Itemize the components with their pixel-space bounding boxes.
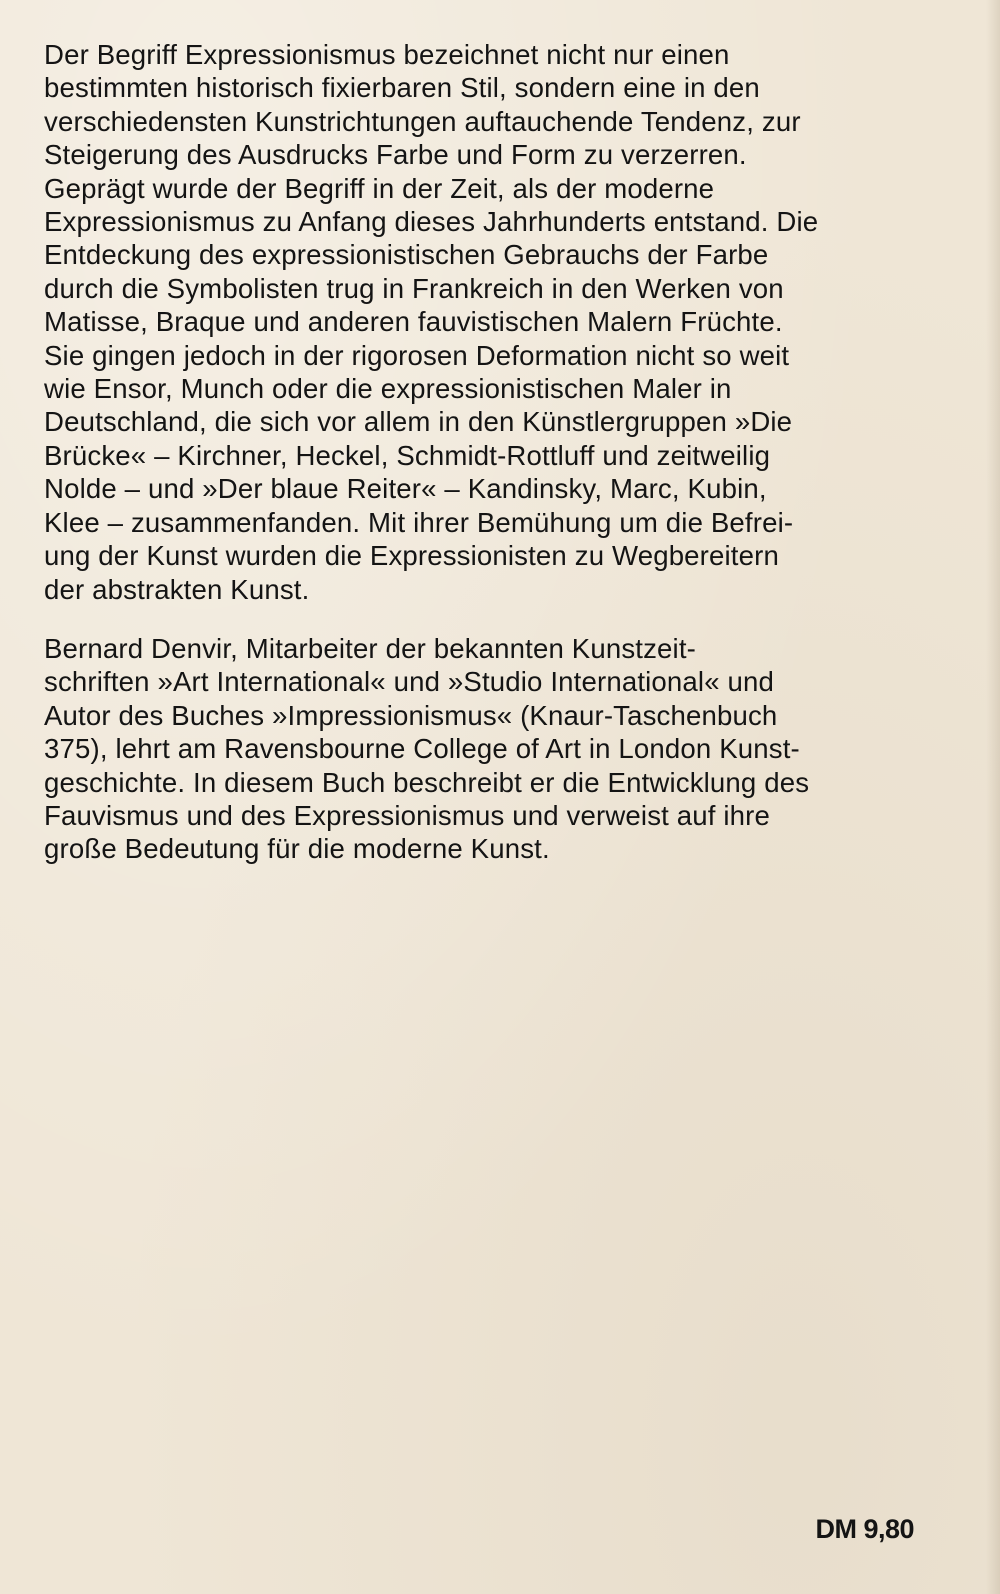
text-line: Steigerung des Ausdrucks Farbe und Form zu verzerren. (44, 139, 747, 171)
text-line: Sie gingen jedoch in der rigorosen Deformation nicht so weit (44, 339, 790, 371)
description-paragraph (44, 38, 944, 606)
text-line: durch die Symbolisten trug in Frankreich in den Werken von (44, 272, 784, 304)
text-line: große Bedeutung für die moderne Kunst. (44, 833, 550, 865)
text-line: Nolde – und »Der blaue Reiter« – Kandinsky, Marc, Kubin, (44, 473, 767, 505)
text-line: verschiedensten Kunstrichtungen auftauchende Tendenz, zur (44, 105, 801, 137)
text-line: der abstrakten Kunst. (44, 573, 310, 605)
text-line: Bernard Denvir, Mitarbeiter der bekannten Kunstzeit- (44, 633, 696, 664)
text-line: Matisse, Braque und anderen fauvistischen Malern Früchte. (44, 306, 783, 338)
page-edge-shadow (986, 0, 1000, 1594)
text-line: Der Begriff Expressionismus bezeichnet nicht nur einen (44, 39, 730, 70)
text-line: Deutschland, die sich vor allem in den Künstlergruppen »Die (44, 406, 793, 438)
text-line: Geprägt wurde der Begriff in der Zeit, als der moderne (44, 172, 715, 204)
text-line: 375), lehrt am Ravensbourne College of Art in London Kunst- (44, 733, 800, 765)
text-line: Expressionismus zu Anfang dieses Jahrhunderts entstand. Die (44, 206, 819, 238)
text-line: Autor des Buches »Impressionismus« (Knaur-Taschenbuch (44, 699, 778, 731)
text-line: wie Ensor, Munch oder die expressionistischen Maler in (44, 373, 732, 405)
text-line: Klee – zusammenfanden. Mit ihrer Bemühung um die Befrei- (44, 506, 794, 538)
text-line: geschichte. In diesem Buch beschreibt er die Entwicklung des (44, 766, 810, 798)
price-label: DM 9,80 (815, 1514, 914, 1544)
text-line: Fauvismus und des Expressionismus und verweist auf ihre (44, 800, 771, 832)
text-line: ung der Kunst wurden die Expressionisten zu Wegbereitern (44, 540, 779, 572)
author-paragraph (44, 632, 944, 866)
text-line: Entdeckung des expressionistischen Gebrauchs der Farbe (44, 239, 769, 271)
text-line: bestimmten historisch fixierbaren Stil, sondern eine in den (44, 72, 760, 104)
text-line: Brücke« – Kirchner, Heckel, Schmidt-Rottluff und zeitweilig (44, 439, 771, 471)
text-line: schriften »Art International« und »Studio International« und (44, 666, 774, 698)
